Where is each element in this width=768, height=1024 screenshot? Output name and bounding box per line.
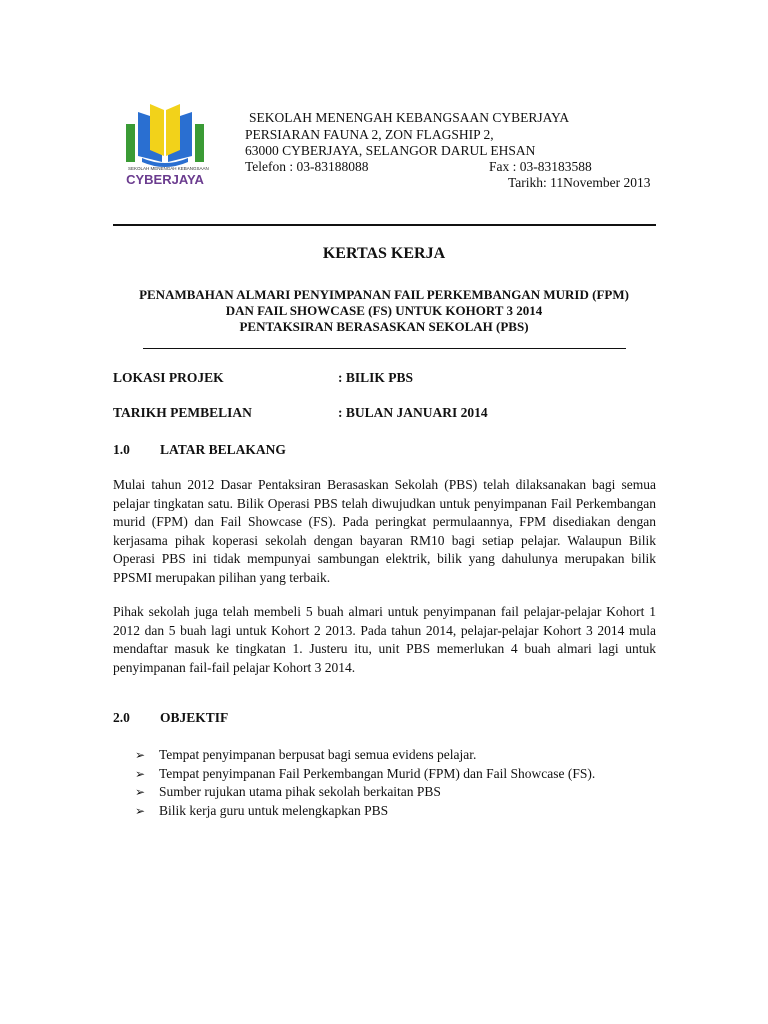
school-name: SEKOLAH MENENGAH KEBANGSAAN CYBERJAYA xyxy=(249,110,570,125)
header-divider xyxy=(113,224,656,226)
arrow-bullet-icon: ➢ xyxy=(135,803,146,818)
purchase-date-label: TARIKH PEMBELIAN xyxy=(113,405,252,420)
arrow-bullet-icon: ➢ xyxy=(135,785,146,799)
purchase-date-value: : BULAN JANUARI 2014 xyxy=(338,405,488,420)
objective-text: Tempat penyimpanan Fail Perkembangan Murid (FPM) dan Fail Showcase (FS). xyxy=(159,765,596,781)
address-line-1: PERSIARAN FAUNA 2, ZON FLAGSHIP 2, xyxy=(245,127,494,142)
fax-number: Fax : 03-83183588 xyxy=(489,159,592,174)
section-2-number: 2.0 xyxy=(113,710,130,725)
section-1-paragraph-2: Pihak sekolah juga telah membeli 5 buah almari untuk penyimpanan fail pelajar-pelajar Kohort 1 2012 dan 5 buah lagi untuk Kohort 2 2013. Pada tahun 2014, pelajar-pelajar Kohort 3 2014 mula mendaftar masuk ke tingkatan 1. Justeru itu, unit PBS memerlukan 4 buah almari lagi untuk penyimpanan fail-fail pelajar Kohort 3 2014. xyxy=(113,604,656,675)
list-item xyxy=(135,783,595,802)
school-logo xyxy=(124,100,209,192)
book-logo-icon xyxy=(124,100,209,171)
section-1-heading: LATAR BELAKANG xyxy=(160,442,286,457)
objective-text: Sumber rujukan utama pihak sekolah berkaitan PBS xyxy=(159,784,441,799)
list-item xyxy=(135,765,595,784)
subtitle-line-2: DAN FAIL SHOWCASE (FS) UNTUK KOHORT 3 2014 xyxy=(225,303,543,318)
section-1-paragraph-1: Mulai tahun 2012 Dasar Pentaksiran Berasaskan Sekolah (PBS) telah dilaksanakan bagi semua pelajar tingkatan satu. Bilik Operasi PBS telah diwujudkan untuk penyimpanan Fail Perkembangan murid (FPM) dan Fail Showcase (FS). Pada peringkat permulaannya, FPM disediakan dengan kerjasama pihak koperasi sekolah dengan bayaran RM10 bagi setiap pelajar. Walaupun Bilik Operasi PBS ini tidak mempunyai sambungan elektrik, bilik yang dahulunya merupakan bilik PPSMI merupakan pilihan yang terbaik. xyxy=(113,477,656,585)
objective-text: Bilik kerja guru untuk melengkapkan PBS xyxy=(159,802,389,818)
section-2-heading: OBJEKTIF xyxy=(160,710,229,725)
arrow-bullet-icon: ➢ xyxy=(135,766,146,781)
list-item xyxy=(135,802,595,821)
letter-date: Tarikh: 11November 2013 xyxy=(508,175,651,190)
section-1-number: 1.0 xyxy=(113,442,130,457)
subtitle-line-3: PENTAKSIRAN BERASASKAN SEKOLAH (PBS) xyxy=(239,319,529,334)
phone-number: Telefon : 03-83188088 xyxy=(245,159,369,174)
document-title: KERTAS KERJA xyxy=(322,245,446,262)
list-item xyxy=(135,746,595,765)
subtitle-line-1: PENAMBAHAN ALMARI PENYIMPANAN FAIL PERKEMBANGAN MURID (FPM) xyxy=(139,287,629,302)
logo-name: CYBERJAYA xyxy=(126,172,204,187)
objective-text: Tempat penyimpanan berpusat bagi semua evidens pelajar. xyxy=(159,747,477,762)
logo-small-text: SEKOLAH MENENGAH KEBANGSAAN xyxy=(128,166,209,171)
objectives-list xyxy=(135,746,595,820)
location-value: : BILIK PBS xyxy=(338,370,414,385)
title-divider xyxy=(143,348,626,349)
location-label: LOKASI PROJEK xyxy=(113,370,224,385)
arrow-bullet-icon: ➢ xyxy=(135,748,146,762)
address-line-2: 63000 CYBERJAYA, SELANGOR DARUL EHSAN xyxy=(245,143,536,158)
